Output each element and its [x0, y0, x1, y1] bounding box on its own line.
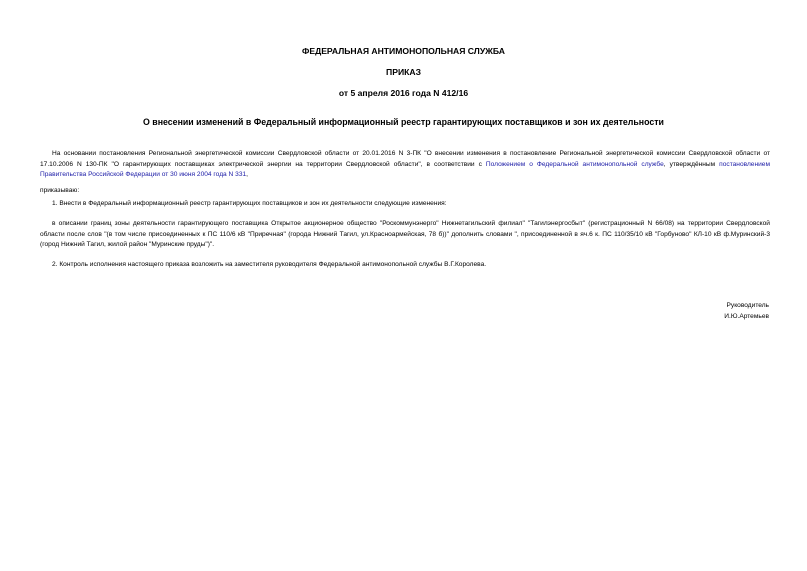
- fas-regulation-link[interactable]: Положением о Федеральной антимонопольной службе: [485, 160, 664, 168]
- basis-text-after: ,: [246, 171, 248, 178]
- item-2: 2. Контроль исполнения настоящего приказа возложить на заместителя руководителя Федеральной антимонопольной службы В.Г.Королева.: [52, 261, 487, 268]
- basis-text-before: На основании постановления Региональной энергетической комиссии Свердловской области от 20.01.2016 N 3-ПК "О внесении изменения в постановление Региональной энергетической комиссии Свердловской области от 17.10.2006 N 130-ПК "О гарантирующих поставщиках электрической энергии на территории Свердловской области", в соответствии с: [40, 150, 770, 168]
- document-date-number: от 5 апреля 2016 года N 412/16: [338, 88, 469, 98]
- item-1: 1. Внести в Федеральный информационный реестр гарантирующих поставщиков и зон их деятельности следующие изменения:: [52, 200, 447, 207]
- order-word: приказываю:: [40, 187, 80, 194]
- basis-text-mid: , утверждённым: [663, 160, 720, 168]
- government-decree-link[interactable]: постановлением Правительства Российской Федерации от 30 июня 2004 года N 331: [40, 160, 771, 178]
- item-1-description: в описании границ зоны деятельности гарантирующего поставщика Открытое акционерное общество "Роскоммунэнерго" Нижнетагильский филиал" "Тагилэнергосбыт" (регистрационный N 66/08) на территории Свердловской области после слов "(в том числе присоединенных к ПС 110/6 кВ "Приречная" (города Нижний Тагил, ул.Красноармейская, 78 б))" дополнить словами ", присоединенной в яч.6 к. ПС 110/35/10 кВ "Горбуново" КЛ-10 кВ ф.Муринский-3 (город Нижний Тагил, жилой район "Муринские пруды")".: [40, 220, 770, 248]
- signatory-name: И.Ю.Артемьев: [724, 313, 769, 320]
- basis-paragraph: [40, 149, 770, 181]
- signatory-position: Руководитель: [726, 302, 769, 309]
- document-title: О внесении изменений в Федеральный информационный реестр гарантирующих поставщиков и зон их деятельности: [143, 117, 664, 127]
- document-type: ПРИКАЗ: [386, 67, 421, 77]
- agency-heading: ФЕДЕРАЛЬНАЯ АНТИМОНОПОЛЬНАЯ СЛУЖБА: [302, 46, 505, 56]
